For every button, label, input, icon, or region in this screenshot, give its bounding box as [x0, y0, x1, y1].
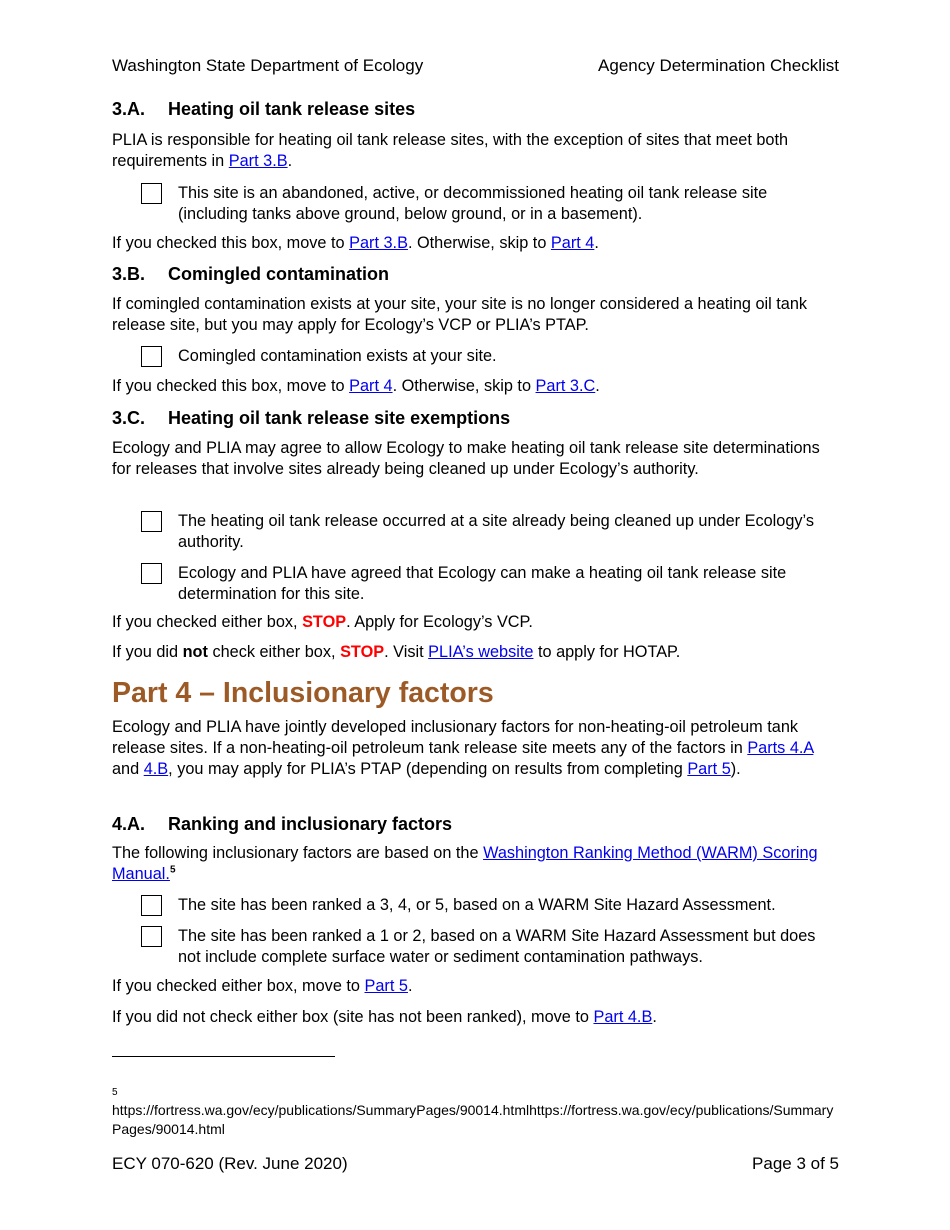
link-plia-website[interactable]: PLIA’s website: [428, 643, 534, 661]
checkbox-label: The site has been ranked a 3, 4, or 5, based on a WARM Site Hazard Assessment.: [178, 896, 776, 914]
intro-text: and: [112, 760, 144, 778]
section-3a-instruction: [112, 233, 839, 254]
intro-text: Ecology and PLIA have jointly developed inclusionary factors for non-heating-oil petroleum tank release sites. If a non-heating-oil petroleum tank release site meets any of the factors in: [112, 718, 799, 757]
document-page: [112, 0, 840, 1230]
footnote-text: https://fortress.wa.gov/ecy/publications/SummaryPages/90014.htmlhttps://fortress.wa.gov/ecy/publications/SummaryPages/90014.html: [112, 1102, 834, 1137]
instruction-text: If you checked either box,: [112, 613, 303, 631]
checkbox-row-3c-2: [112, 563, 839, 605]
section-3b-heading: [112, 263, 839, 285]
section-title: Heating oil tank release sites: [168, 99, 416, 119]
part-4-intro: [112, 717, 839, 780]
checkbox-3b-comingled[interactable]: [141, 346, 162, 367]
page-footer: [112, 1154, 839, 1174]
link-part-4[interactable]: Part 4: [550, 234, 595, 252]
section-number: 3.B.: [112, 264, 146, 284]
section-number: 3.A.: [112, 99, 146, 119]
section-title: Ranking and inclusionary factors: [168, 814, 453, 834]
instruction-text-end: .: [594, 234, 599, 252]
intro-text: If comingled contamination exists at your site, your site is no longer considered a heating oil tank release site, but you may apply for Ecology’s VCP or PLIA’s PTAP.: [112, 295, 808, 334]
link-parts-4a[interactable]: Parts 4.A: [747, 739, 814, 757]
section-4a-either-instruction: [112, 976, 839, 997]
instruction-text-end: .: [595, 377, 600, 395]
checkbox-label: Ecology and PLIA have agreed that Ecology can make a heating oil tank release site determination for this site.: [178, 564, 787, 603]
section-3c-intro: [112, 438, 839, 480]
section-number: 4.A.: [112, 814, 146, 834]
section-title: Heating oil tank release site exemptions: [168, 408, 511, 428]
footnote-separator: [112, 1056, 335, 1057]
link-part-3b[interactable]: Part 3.B: [228, 152, 288, 170]
checkbox-row-3c-1: [112, 511, 839, 553]
instruction-text: If you checked either box, move to: [112, 977, 365, 995]
instruction-text-end: .: [407, 977, 413, 995]
instruction-text: . Otherwise, skip to: [407, 234, 551, 252]
instruction-text: check either box,: [207, 643, 341, 661]
part-4-heading: [112, 676, 839, 710]
header-doc-title: Agency Determination Checklist: [598, 56, 839, 75]
section-3c-not-instruction: [112, 642, 839, 663]
section-title: Comingled contamination: [168, 264, 390, 284]
link-part-4[interactable]: Part 4: [349, 377, 393, 395]
checkbox-4a-ranked-1-2[interactable]: [141, 926, 162, 947]
checkbox-label: This site is an abandoned, active, or decommissioned heating oil tank release site (including tanks above ground, below ground, or in a basement).: [178, 184, 768, 223]
instruction-text-end: . Apply for Ecology’s VCP.: [346, 613, 533, 631]
instruction-text-end: .: [652, 1008, 657, 1026]
part-title: Part 4 – Inclusionary factors: [112, 677, 494, 709]
intro-text: PLIA is responsible for heating oil tank release sites, with the exception of sites that meet both requirements in: [112, 131, 789, 170]
section-3b-intro: [112, 294, 839, 336]
intro-text-end: ).: [730, 760, 741, 778]
checkbox-row-3a-1: [112, 183, 839, 225]
checkbox-label: Comingled contamination exists at your site.: [178, 347, 497, 365]
checkbox-row-3b-1: [112, 346, 839, 367]
footer-page-number: Page 3 of 5: [752, 1154, 839, 1173]
section-3c-heading: [112, 407, 839, 429]
instruction-text: . Otherwise, skip to: [392, 377, 536, 395]
section-number: 3.C.: [112, 408, 146, 428]
instruction-text: If you checked this box, move to: [112, 234, 350, 252]
intro-text: The following inclusionary factors are based on the: [112, 844, 484, 862]
intro-text: , you may apply for PLIA’s PTAP (depending on results from completing: [168, 760, 688, 778]
section-3c-either-instruction: [112, 612, 839, 633]
link-warm-scoring-manual[interactable]: Washington Ranking Method (WARM) Scoring Manual.: [112, 844, 818, 883]
section-4a-intro: [112, 843, 839, 885]
emphasis-not: not: [182, 643, 208, 661]
checkbox-3c-already-cleaned[interactable]: [141, 511, 162, 532]
instruction-text: . Visit: [384, 643, 429, 661]
checkbox-label: The heating oil tank release occurred at a site already being cleaned up under Ecology’s authority.: [178, 512, 814, 551]
instruction-text: If you did not check either box (site has not been ranked), move to: [112, 1008, 594, 1026]
checkbox-3a-heating-oil-site[interactable]: [141, 183, 162, 204]
checkbox-row-4a-1: [112, 895, 839, 916]
section-4a-heading: [112, 813, 839, 835]
checkbox-label: The site has been ranked a 1 or 2, based on a WARM Site Hazard Assessment but does not include complete surface water or sediment contamination pathways.: [178, 927, 816, 966]
footnote-reference[interactable]: 5: [169, 864, 176, 876]
section-3a-heading: [112, 98, 839, 120]
link-part-4b[interactable]: Part 4.B: [593, 1008, 653, 1026]
instruction-text: If you checked this box, move to: [112, 377, 350, 395]
intro-text-end: .: [287, 152, 293, 170]
link-part-5[interactable]: Part 5: [364, 977, 408, 995]
footnote-number: 5: [112, 1087, 118, 1098]
section-3a-intro: [112, 130, 839, 172]
link-part-3b[interactable]: Part 3.B: [349, 234, 408, 252]
checkbox-row-4a-2: [112, 926, 839, 968]
intro-text: Ecology and PLIA may agree to allow Ecology to make heating oil tank release site determinations for releases that involve sites already being cleaned up under Ecology’s authority.: [112, 439, 820, 478]
page-header: [112, 56, 839, 76]
section-3b-instruction: [112, 376, 839, 397]
stop-warning: STOP: [340, 643, 385, 661]
stop-warning: STOP: [302, 613, 347, 631]
instruction-text-end: to apply for HOTAP.: [533, 643, 681, 661]
checkbox-3c-agreed[interactable]: [141, 563, 162, 584]
header-agency: Washington State Department of Ecology: [112, 56, 424, 75]
checkbox-4a-ranked-3-4-5[interactable]: [141, 895, 162, 916]
section-4a-none-instruction: [112, 1007, 839, 1028]
footer-form-number: ECY 070-620 (Rev. June 2020): [112, 1154, 348, 1173]
instruction-text: If you did: [112, 643, 183, 661]
link-part-3c[interactable]: Part 3.C: [535, 377, 596, 395]
link-4b[interactable]: 4.B: [143, 760, 169, 778]
link-part-5[interactable]: Part 5: [687, 760, 731, 778]
